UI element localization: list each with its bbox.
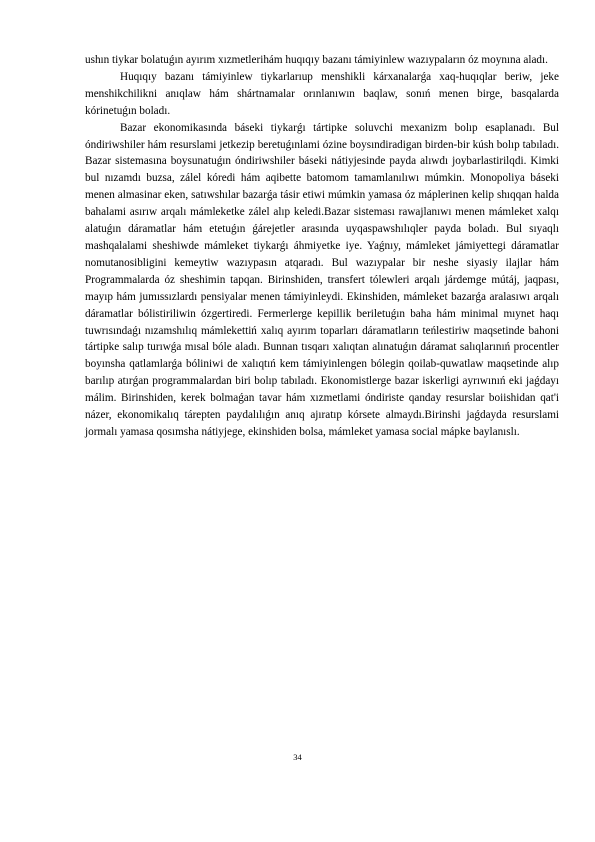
paragraph-2: Huqıqıy bazanı támiyinlew tiykarlarıup menshikli kárxanalarǵa xaq-huqıqlar beriw, jeke menshikchilikni anıqlaw hám shártnamalar orınlanıwın baqlaw, sonıń menen birge, basqalarda kórinetuǵın boladı. <box>85 70 559 117</box>
body-text <box>85 52 559 441</box>
page-number: 34 <box>293 752 302 762</box>
paragraph-1: ushın tiykar bolatuǵın ayırım xızmetlerihám huqıqıy bazanı támiyinlew wazıypaların óz moynına aladı. <box>85 54 548 66</box>
paragraph-3: Bazar ekonomikasında báseki tiykarǵı tártipke soluvchi mexanizm bolıp esaplanadı. Bul óndiriwshiler hám resurslami jetkezip beretuǵınlami ózine boysındiradigan birden-bir kúsh bolıp tabıladı. Bazar sistemasına boysunatuǵın óndiriwshiler báseki nátiyjesinde payda alıwdı joybarlastirilqdi. Kimki bul nızamdı buzsa, zálel kóredi hám aqibette batomom tamamlanılıwı múmkin. Monopoliya báseki menen almasinar eken, satıwshılar bazarǵa tásir etiwi múmkin yamasa óz máplerinen kelip shıqqan halda bahalami asırıw arqalı mámleketke zálel alıp keledi.Bazar sisteması rawajlanıwı menen mámleket xalqı alatuǵın dáramatlar hám etetuǵın ǵárejetler arasında uyqaspawshılıqler payda boladı. Bul sıyaqlı mashqalalami sheshiwde mámleket tiykarǵı áhmiyetke iye. Yaǵnıy, mámleket jámiyettegi dáramatlar nomutanosibligini kemeytiw wazıypasın atqaradı. Bul wazıypalar bir neshe siyasiy ilajlar hám Programmalarda óz sheshimin tapqan. Birinshiden, transfert tólewleri arqalı járdemge mútáj, jaqpası, mayıp hám jumıssızlardı pensiyalar menen támiyinleydi. Ekinshiden, mámleket bazarǵa aralasıwı arqalı dáramatlar bólistiriliwin ózgertiredi. Fermerlerge kepillik beriletuǵın baha hám minimal mıynet haqı tuwrısındaǵı nızamshılıq mámlekettiń xalıq ayırım toparları dáramatların teńlestiriw maqsetinde bahoni tártipke salıp turıwǵa mısal bóle aladı. Bunnan tısqarı xalıqtan alınatuǵın dáramat salıqlarınıń procentler boyınsha qatlamlarǵa bóliniwi de xalıqtıń kem támiyinlengen bólegin qoilab-quwatlaw maqsetinde alıp barılıp atırǵan programmalardan biri bolıp tabıladı. Ekonomistlerge bazar iskerligi ayrıwınıń eki jaǵdayı málim. Birinshiden, kerek bolmaǵan tavar hám xızmetlami óndiriste qanday resurslar boiishidan qat'i názer, ekonomikalıq tárepten paydalılıǵın anıq ajıratıp kórsete almaydı.Birinshi jaǵdayda resurslami jormalı yamasa qosımsha nátiyjege, ekinshiden bolsa, mámleket yamasa social mápke baylanıslı. <box>85 121 559 438</box>
